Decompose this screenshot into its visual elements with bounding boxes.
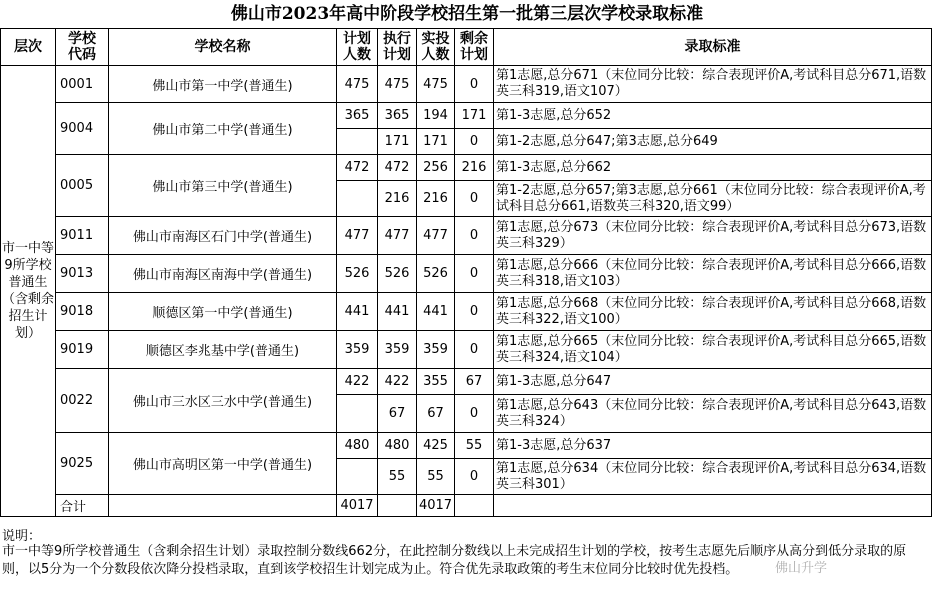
plan-count: 441 xyxy=(337,293,378,331)
admission-standard: 第1-3志愿,总分662 xyxy=(494,155,932,181)
school-code: 9011 xyxy=(56,217,109,255)
plan-count: 526 xyxy=(337,255,378,293)
table-row xyxy=(1,433,932,459)
level-cell: 市一中等9所学校普通生（含剩余招生计划） xyxy=(1,66,56,517)
header-remain: 剩余 计划 xyxy=(455,29,494,66)
remain-count: 0 xyxy=(455,181,494,217)
admission-standard: 第1-2志愿,总分657;第3志愿,总分661（末位同分比较：综合表现评价A,考试科目总分661,语数英三科320,语文99） xyxy=(494,181,932,217)
header-standard: 录取标准 xyxy=(494,29,932,66)
actual-count: 477 xyxy=(417,217,455,255)
school-code: 0005 xyxy=(56,155,109,217)
school-code: 9025 xyxy=(56,433,109,495)
total-standard-empty xyxy=(494,495,932,517)
remain-count: 0 xyxy=(455,395,494,433)
admission-standard: 第1志愿,总分668（末位同分比较：综合表现评价A,考试科目总分668,语数英三科322,语文100） xyxy=(494,293,932,331)
remain-count: 0 xyxy=(455,217,494,255)
exec-count: 480 xyxy=(378,433,417,459)
admission-table xyxy=(0,28,932,517)
header-code: 学校 代码 xyxy=(56,29,109,66)
plan-count-empty xyxy=(337,395,378,433)
school-name: 佛山市高明区第一中学(普通生) xyxy=(109,433,337,495)
actual-count: 216 xyxy=(417,181,455,217)
actual-count: 256 xyxy=(417,155,455,181)
admission-standard: 第1志愿,总分666（末位同分比较：综合表现评价A,考试科目总分666,语数英三科318,语文103） xyxy=(494,255,932,293)
actual-count: 171 xyxy=(417,129,455,155)
admission-standard: 第1-2志愿,总分647;第3志愿,总分649 xyxy=(494,129,932,155)
exec-count: 171 xyxy=(378,129,417,155)
table-row xyxy=(1,217,932,255)
remain-count: 0 xyxy=(455,129,494,155)
exec-count: 359 xyxy=(378,331,417,369)
actual-count: 425 xyxy=(417,433,455,459)
exec-count: 526 xyxy=(378,255,417,293)
exec-count: 475 xyxy=(378,66,417,103)
exec-count: 441 xyxy=(378,293,417,331)
plan-count: 477 xyxy=(337,217,378,255)
header-exec: 执行 计划 xyxy=(378,29,417,66)
table-row xyxy=(1,369,932,395)
admission-standard: 第1-3志愿,总分647 xyxy=(494,369,932,395)
plan-count: 472 xyxy=(337,155,378,181)
table-row xyxy=(1,293,932,331)
remain-count: 0 xyxy=(455,66,494,103)
header-plan: 计划 人数 xyxy=(337,29,378,66)
header-actual: 实投 人数 xyxy=(417,29,455,66)
admission-standard: 第1-3志愿,总分637 xyxy=(494,433,932,459)
plan-count: 475 xyxy=(337,66,378,103)
watermark: 佛山升学 xyxy=(775,561,828,576)
admission-standard: 第1志愿,总分634（末位同分比较：综合表现评价A,考试科目总分634,语数英三科301） xyxy=(494,459,932,495)
admission-standard: 第1志愿,总分671（末位同分比较：综合表现评价A,考试科目总分671,语数英三科319,语文107） xyxy=(494,66,932,103)
table-row xyxy=(1,103,932,129)
actual-count: 526 xyxy=(417,255,455,293)
exec-count: 472 xyxy=(378,155,417,181)
exec-count: 477 xyxy=(378,217,417,255)
total-name-empty xyxy=(109,495,337,517)
plan-count-empty xyxy=(337,129,378,155)
plan-count-empty xyxy=(337,181,378,217)
exec-count: 55 xyxy=(378,459,417,495)
total-remain-empty xyxy=(455,495,494,517)
school-code: 9004 xyxy=(56,103,109,155)
school-name: 佛山市第一中学(普通生) xyxy=(109,66,337,103)
total-label: 合计 xyxy=(56,495,109,517)
exec-count: 216 xyxy=(378,181,417,217)
school-code: 0001 xyxy=(56,66,109,103)
table-row xyxy=(1,255,932,293)
remain-count: 0 xyxy=(455,331,494,369)
table-row xyxy=(1,155,932,181)
actual-count: 359 xyxy=(417,331,455,369)
school-code: 0022 xyxy=(56,369,109,433)
total-row xyxy=(1,495,932,517)
table-row xyxy=(1,331,932,369)
school-code: 9019 xyxy=(56,331,109,369)
school-name: 佛山市第二中学(普通生) xyxy=(109,103,337,155)
exec-count: 422 xyxy=(378,369,417,395)
school-name: 佛山市南海区石门中学(普通生) xyxy=(109,217,337,255)
remain-count: 0 xyxy=(455,459,494,495)
actual-count: 475 xyxy=(417,66,455,103)
remain-count: 55 xyxy=(455,433,494,459)
total-actual: 4017 xyxy=(417,495,455,517)
exec-count: 365 xyxy=(378,103,417,129)
total-exec-empty xyxy=(378,495,417,517)
exec-count: 67 xyxy=(378,395,417,433)
notes-body: 市一中等9所学校普通生（含剩余招生计划）录取控制分数线662分，在此控制分数线以上未完成招生计划的学校，按考生志愿先后顺序从高分到低分录取的原则，以5分为一个分数段依次降分投档录取，直到该学校招生计划完成为止。符合优先录取政策的考生末位同分比较时优先投档。 xyxy=(2,544,907,577)
header-level: 层次 xyxy=(1,29,56,66)
admission-standard: 第1-3志愿,总分652 xyxy=(494,103,932,129)
school-name: 顺德区李兆基中学(普通生) xyxy=(109,331,337,369)
actual-count: 194 xyxy=(417,103,455,129)
actual-count: 67 xyxy=(417,395,455,433)
remain-count: 67 xyxy=(455,369,494,395)
header-name: 学校名称 xyxy=(109,29,337,66)
admission-standard: 第1志愿,总分643（末位同分比较：综合表现评价A,考试科目总分643,语数英三科324） xyxy=(494,395,932,433)
page-title: 佛山市2023年高中阶段学校招生第一批第三层次学校录取标准 xyxy=(230,4,704,24)
plan-count-empty xyxy=(337,459,378,495)
plan-count: 359 xyxy=(337,331,378,369)
plan-count: 365 xyxy=(337,103,378,129)
school-name: 佛山市三水区三水中学(普通生) xyxy=(109,369,337,433)
remain-count: 216 xyxy=(455,155,494,181)
school-name: 顺德区第一中学(普通生) xyxy=(109,293,337,331)
plan-count: 480 xyxy=(337,433,378,459)
actual-count: 55 xyxy=(417,459,455,495)
school-code: 9013 xyxy=(56,255,109,293)
school-code: 9018 xyxy=(56,293,109,331)
admission-standard: 第1志愿,总分665（末位同分比较：综合表现评价A,考试科目总分665,语数英三科324,语文104） xyxy=(494,331,932,369)
school-name: 佛山市第三中学(普通生) xyxy=(109,155,337,217)
admission-standard: 第1志愿,总分673（末位同分比较：综合表现评价A,考试科目总分673,语数英三科329） xyxy=(494,217,932,255)
total-plan: 4017 xyxy=(337,495,378,517)
plan-count: 422 xyxy=(337,369,378,395)
remain-count: 0 xyxy=(455,255,494,293)
notes-heading: 说明： xyxy=(2,529,42,544)
actual-count: 355 xyxy=(417,369,455,395)
remain-count: 171 xyxy=(455,103,494,129)
school-name: 佛山市南海区南海中学(普通生) xyxy=(109,255,337,293)
header-row xyxy=(1,29,932,66)
actual-count: 441 xyxy=(417,293,455,331)
remain-count: 0 xyxy=(455,293,494,331)
table-row xyxy=(1,66,932,103)
